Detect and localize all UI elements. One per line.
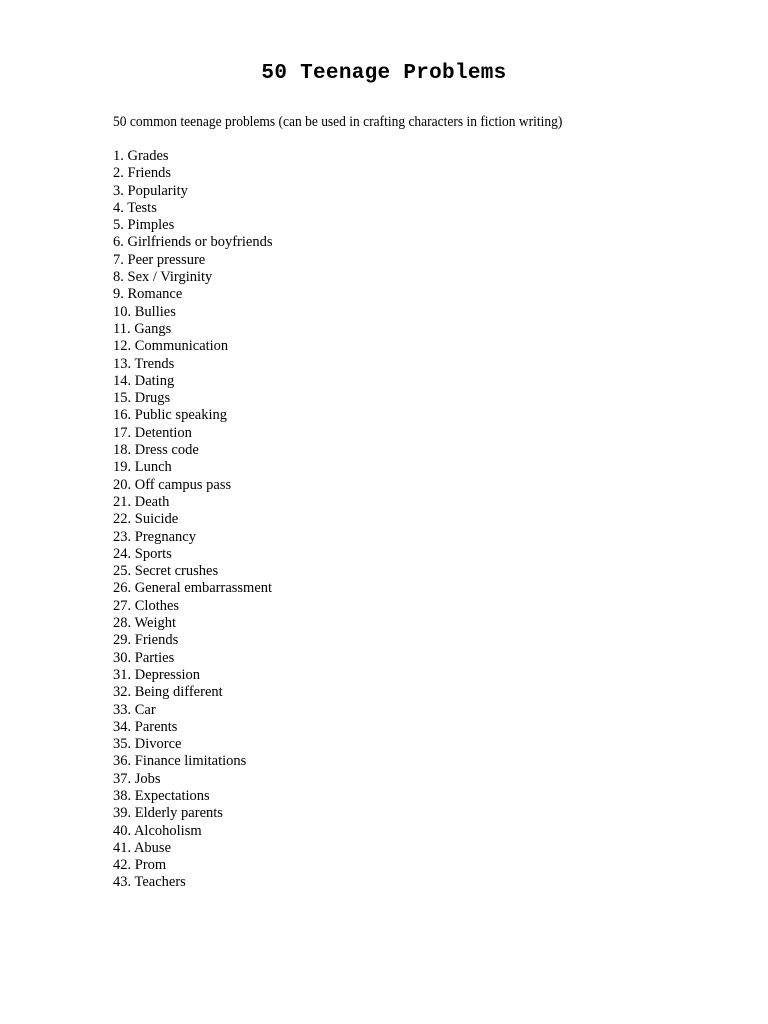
list-item: 27. Clothes: [113, 597, 180, 614]
list-item: 7. Peer pressure: [113, 251, 206, 268]
list-item: 4. Tests: [113, 199, 157, 216]
list-item: 16. Public speaking: [113, 407, 227, 424]
list-item: 28. Weight: [113, 615, 177, 632]
list-item: 38. Expectations: [113, 787, 210, 804]
list-item: 30. Parties: [113, 649, 175, 666]
list-item: 26. General embarrassment: [113, 580, 273, 597]
list-item: 23. Pregnancy: [113, 528, 196, 545]
list-item: 43. Teachers: [113, 874, 186, 891]
list-item: 15. Drugs: [113, 390, 171, 407]
list-item: 29. Friends: [113, 632, 179, 649]
list-item: 12. Communication: [113, 338, 229, 355]
page-title: 50 Teenage Problems: [261, 62, 507, 85]
intro-text: 50 common teenage problems (can be used in crafting characters in fiction writing): [113, 114, 563, 130]
list-item: 14. Dating: [113, 372, 175, 389]
list-item: 20. Off campus pass: [113, 476, 232, 493]
list-item: 24. Sports: [113, 545, 172, 562]
list-item: 36. Finance limitations: [113, 753, 247, 770]
list-item: 39. Elderly parents: [113, 805, 223, 822]
list-item: 6. Girlfriends or boyfriends: [113, 234, 273, 251]
list-item: 42. Prom: [113, 857, 167, 874]
list-item: 3. Popularity: [113, 182, 188, 199]
list-item: 35. Divorce: [113, 736, 182, 753]
list-item: 25. Secret crushes: [113, 563, 219, 580]
problem-list: [113, 148, 272, 892]
list-item: 33. Car: [113, 701, 156, 718]
list-item: 18. Dress code: [113, 442, 199, 459]
list-item: 22. Suicide: [113, 511, 179, 528]
list-item: 2. Friends: [113, 165, 171, 182]
list-item: 19. Lunch: [113, 459, 172, 476]
list-item: 13. Trends: [113, 355, 175, 372]
list-item: 5. Pimples: [113, 217, 175, 234]
list-item: 1. Grades: [113, 148, 169, 164]
list-item: 17. Detention: [113, 424, 192, 441]
list-item: 21. Death: [113, 493, 170, 510]
list-item: 9. Romance: [113, 286, 183, 303]
list-item: 32. Being different: [113, 684, 223, 701]
list-item: 34. Parents: [113, 718, 178, 735]
list-item: 10. Bullies: [113, 303, 176, 320]
list-item: 40. Alcoholism: [113, 822, 202, 839]
list-item: 37. Jobs: [113, 770, 161, 787]
list-item: 41. Abuse: [113, 839, 171, 856]
list-item: 31. Depression: [113, 666, 200, 683]
list-item: 11. Gangs: [113, 320, 172, 337]
list-item: 8. Sex / Virginity: [113, 269, 213, 286]
